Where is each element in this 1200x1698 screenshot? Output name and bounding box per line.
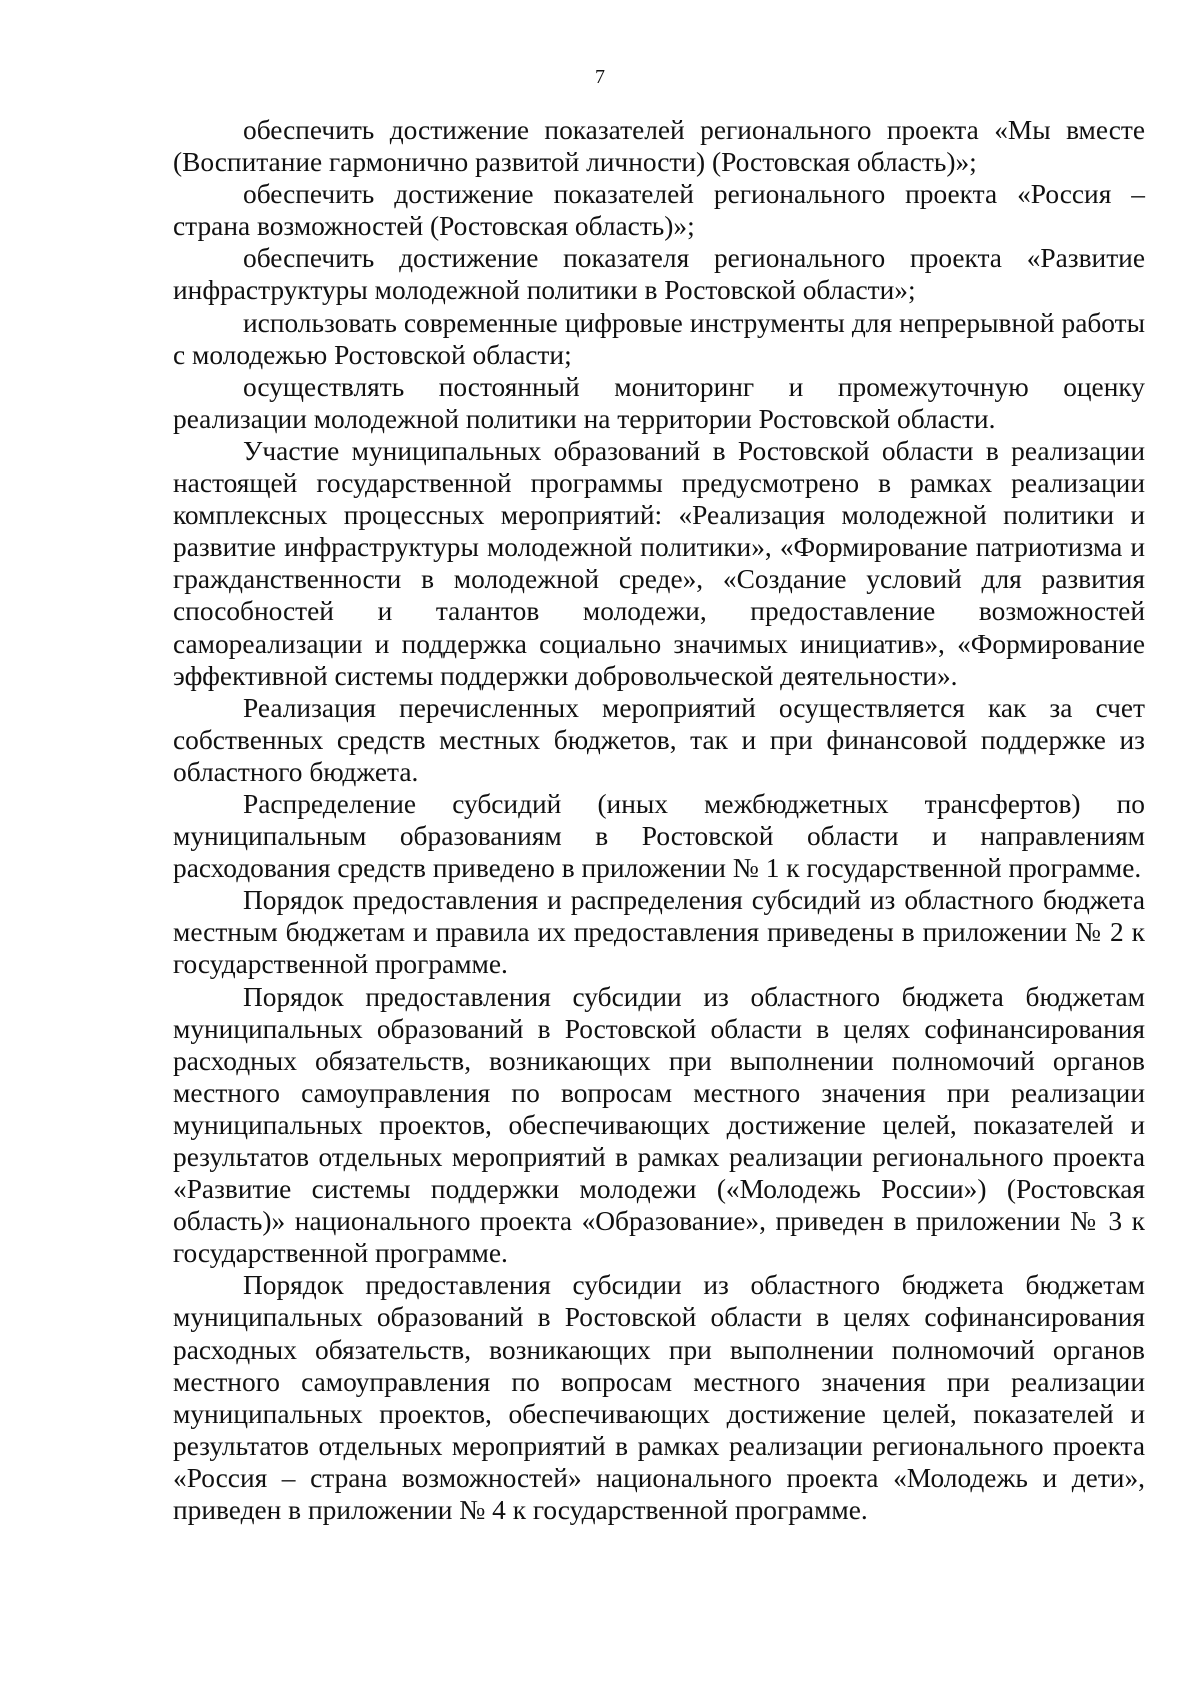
paragraph: Реализация перечисленных мероприятий осуществляется как за счет собственных средств местных бюджетов, так и при финансовой поддержке из областного бюджета.	[173, 692, 1145, 787]
paragraph: Участие муниципальных образований в Ростовской области в реализации настоящей государственной программы предусмотрено в рамках реализации комплексных процессных мероприятий: «Реализация молодежной политики и развитие инфраструктуры молодежной политики», «Формирование патриотизма и гражданственности в молодежной среде», «Создание условий для развития способностей и талантов молодежи, предоставление возможностей самореализации и поддержка социально значимых инициатив», «Формирование эффективной системы поддержки добровольческой деятельности».	[173, 435, 1145, 691]
page-number: 7	[595, 66, 605, 88]
paragraph: Порядок предоставления субсидии из областного бюджета бюджетам муниципальных образований в Ростовской области в целях софинансирования расходных обязательств, возникающих при выполнении полномочий органов местного самоуправления по вопросам местного значения при реализации муниципальных проектов, обеспечивающих достижение целей, показателей и результатов отдельных мероприятий в рамках реализации регионального проекта «Развитие системы поддержки молодежи («Молодежь России») (Ростовская область)» национального проекта «Образование», приведен в приложении № 3 к государственной программе.	[173, 981, 1145, 1269]
document-body	[173, 114, 1145, 1526]
paragraph: Порядок предоставления субсидии из областного бюджета бюджетам муниципальных образований в Ростовской области в целях софинансирования расходных обязательств, возникающих при выполнении полномочий органов местного самоуправления по вопросам местного значения при реализации муниципальных проектов, обеспечивающих достижение целей, показателей и результатов отдельных мероприятий в рамках реализации регионального проекта «Россия – страна возможностей» национального проекта «Молодежь и дети», приведен в приложении № 4 к государственной программе.	[173, 1270, 1145, 1526]
paragraph: Распределение субсидий (иных межбюджетных трансфертов) по муниципальным образованиям в Ростовской области и направлениям расходования средств приведено в приложении № 1 к государственной программе.	[173, 788, 1145, 884]
paragraph: обеспечить достижение показателя регионального проекта «Развитие инфраструктуры молодежной политики в Ростовской области»;	[173, 243, 1145, 306]
paragraph: использовать современные цифровые инструменты для непрерывной работы с молодежью Ростовской области;	[173, 307, 1145, 370]
paragraph: осуществлять постоянный мониторинг и промежуточную оценку реализации молодежной политики на территории Ростовской области.	[173, 371, 1145, 434]
paragraph: Порядок предоставления и распределения субсидий из областного бюджета местным бюджетам и правила их предоставления приведены в приложении № 2 к государственной программе.	[173, 885, 1145, 980]
paragraph: обеспечить достижение показателей регионального проекта «Россия – страна возможностей (Ростовская область)»;	[173, 179, 1145, 242]
paragraph: обеспечить достижение показателей регионального проекта «Мы вместе (Воспитание гармонично развитой личности) (Ростовская область)»;	[173, 115, 1145, 178]
